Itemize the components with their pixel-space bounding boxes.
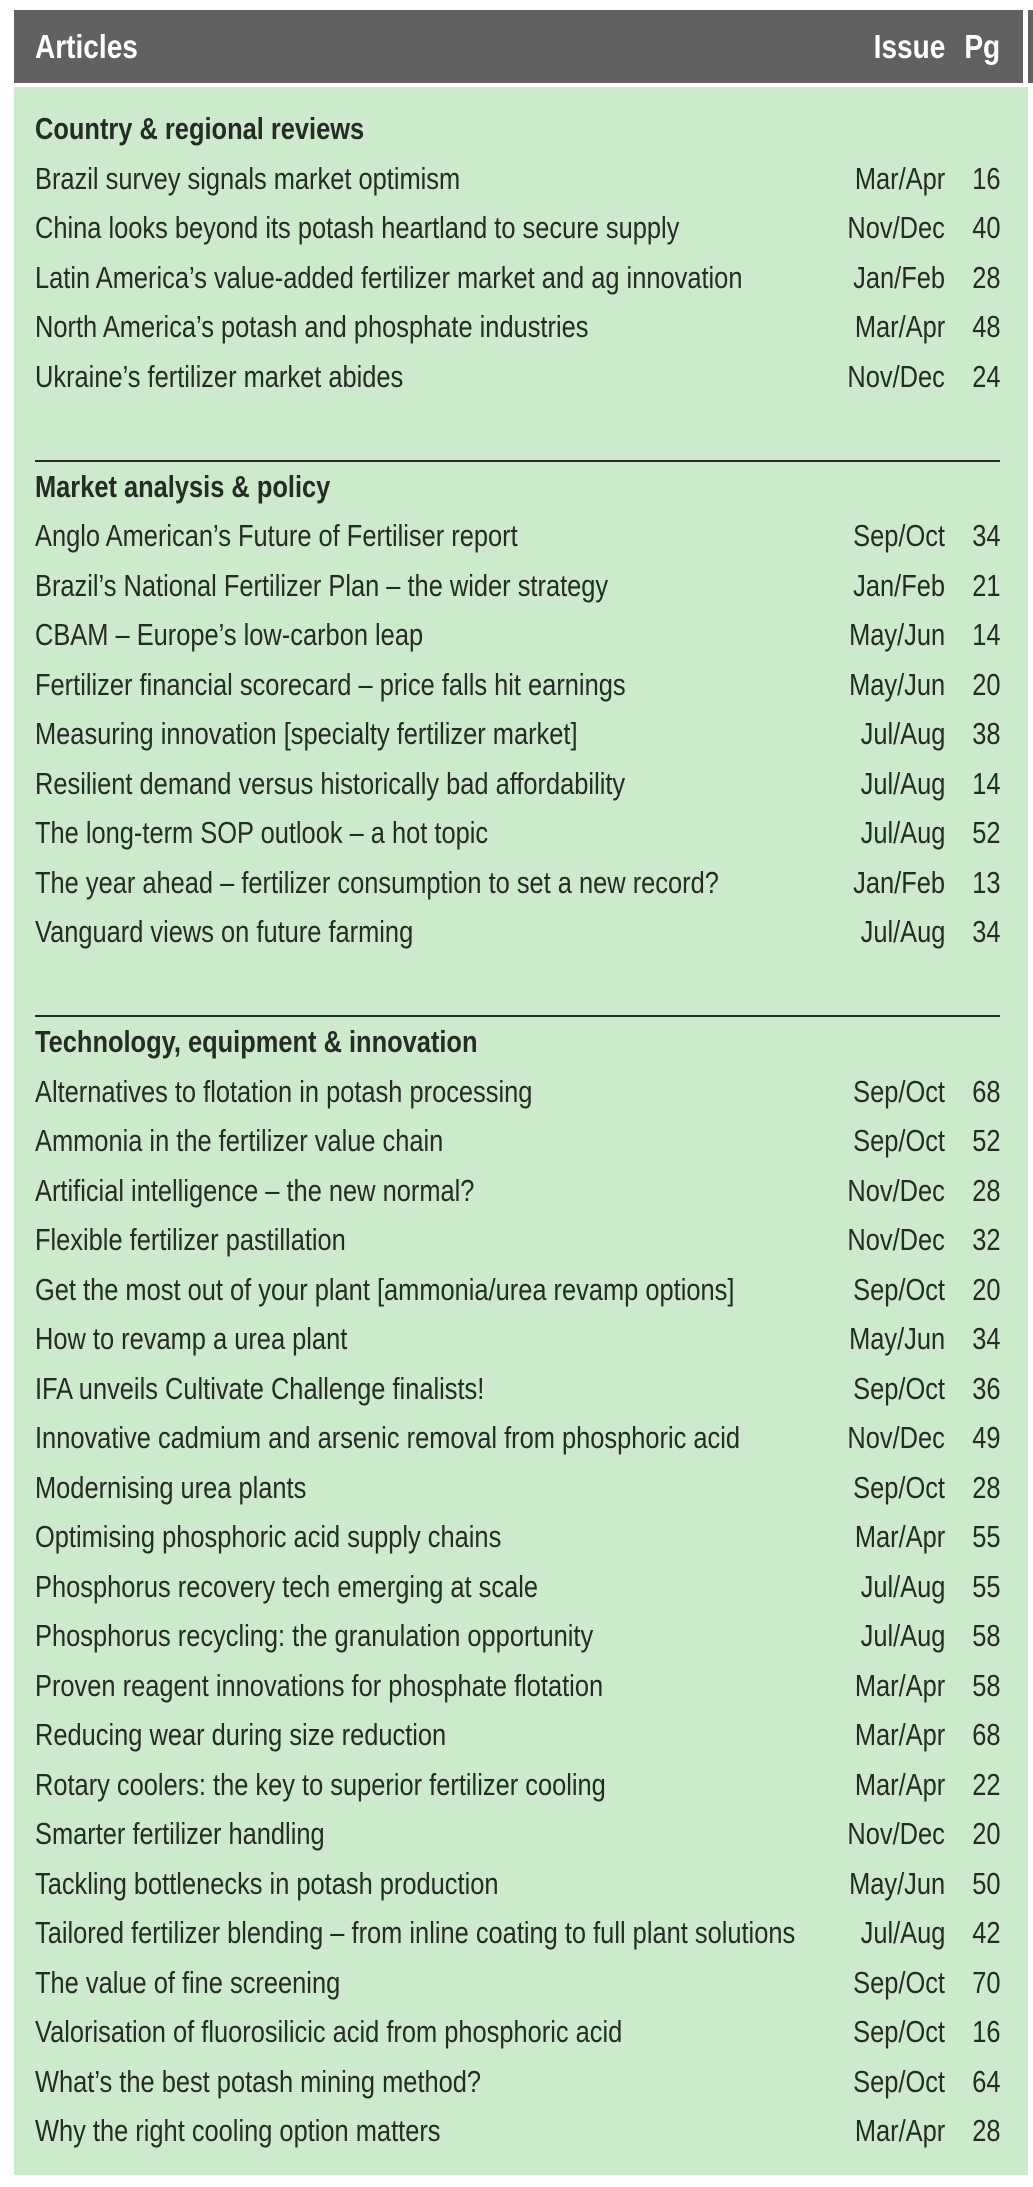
section-title: Country & regional reviews — [35, 111, 365, 146]
table-row — [35, 1216, 1000, 1266]
article-issue: Mar/Apr — [854, 1717, 945, 1753]
article-title-cell — [35, 1866, 815, 1902]
article-pg-cell — [945, 1321, 1000, 1357]
article-issue: May/Jun — [848, 617, 945, 653]
article-title-cell — [35, 1717, 815, 1753]
article-title-cell — [35, 865, 815, 901]
section-rows — [35, 1067, 1000, 2156]
article-title-cell — [35, 2064, 815, 2100]
article-issue-cell — [815, 1371, 945, 1407]
article-pg: 68 — [971, 1717, 1000, 1753]
article-issue: Sep/Oct — [853, 1271, 945, 1307]
article-title-cell — [35, 518, 815, 554]
article-pg: 48 — [971, 309, 1000, 345]
article-pg: 13 — [971, 864, 1000, 900]
article-pg-cell — [945, 260, 1000, 296]
article-issue-cell — [815, 1321, 945, 1357]
article-pg: 52 — [971, 815, 1000, 851]
article-pg-cell — [945, 1519, 1000, 1555]
article-pg-cell — [945, 617, 1000, 653]
article-title-cell — [35, 161, 815, 197]
article-title: The value of fine screening — [35, 1964, 341, 2000]
article-issue-cell — [815, 359, 945, 395]
article-pg-cell — [945, 1371, 1000, 1407]
article-title-cell — [35, 309, 815, 345]
article-issue: Nov/Dec — [847, 210, 945, 246]
article-pg: 28 — [971, 1172, 1000, 1208]
article-title: Anglo American’s Future of Fertiliser report — [35, 518, 518, 554]
table-row — [35, 1909, 1000, 1959]
article-pg: 20 — [971, 1816, 1000, 1852]
article-pg-cell — [945, 161, 1000, 197]
article-title: Reducing wear during size reduction — [35, 1717, 447, 1753]
article-title: Valorisation of fluorosilicic acid from phosphoric acid — [35, 2014, 623, 2050]
article-pg-cell — [945, 1668, 1000, 1704]
article-issue-cell — [815, 617, 945, 653]
article-issue-cell — [815, 1420, 945, 1456]
article-title-cell — [35, 2014, 815, 2050]
article-pg: 58 — [971, 1618, 1000, 1654]
article-issue-cell — [815, 865, 945, 901]
article-pg: 28 — [971, 1469, 1000, 1505]
article-pg-cell — [945, 1915, 1000, 1951]
article-title-cell — [35, 1420, 815, 1456]
table-row — [35, 1166, 1000, 1216]
article-title: Vanguard views on future farming — [35, 914, 414, 950]
article-title-cell — [35, 1767, 815, 1803]
article-title-cell — [35, 2113, 815, 2149]
article-pg: 58 — [971, 1667, 1000, 1703]
table-row — [35, 204, 1000, 254]
article-issue: Nov/Dec — [847, 358, 945, 394]
table-row — [35, 253, 1000, 303]
article-title-cell — [35, 1618, 815, 1654]
table-row — [35, 1364, 1000, 1414]
article-title-cell — [35, 766, 815, 802]
article-title-cell — [35, 1123, 815, 1159]
article-pg: 16 — [971, 160, 1000, 196]
section-title: Technology, equipment & innovation — [35, 1024, 478, 1059]
article-title-cell — [35, 568, 815, 604]
table-row — [35, 1117, 1000, 1167]
article-title-cell — [35, 1371, 815, 1407]
article-title-cell — [35, 1321, 815, 1357]
article-title: The year ahead – fertilizer consumption to set a new record? — [35, 864, 719, 900]
article-issue-cell — [815, 1866, 945, 1902]
article-pg-cell — [945, 1173, 1000, 1209]
article-issue: Mar/Apr — [854, 2113, 945, 2149]
article-pg-cell — [945, 309, 1000, 345]
article-section — [35, 460, 1000, 958]
column-header-issue — [815, 28, 945, 66]
article-pg: 20 — [971, 1271, 1000, 1307]
article-issue: Sep/Oct — [853, 1370, 945, 1406]
table-row — [35, 154, 1000, 204]
article-title: IFA unveils Cultivate Challenge finalists! — [35, 1370, 485, 1406]
issue-header-label: Issue — [873, 27, 945, 65]
table-header-bar — [14, 10, 1023, 83]
article-title-cell — [35, 815, 815, 851]
article-pg: 34 — [971, 518, 1000, 554]
article-title: CBAM – Europe’s low-carbon leap — [35, 617, 424, 653]
article-issue-cell — [815, 1965, 945, 2001]
article-pg: 36 — [971, 1370, 1000, 1406]
article-issue: Mar/Apr — [854, 309, 945, 345]
table-row — [35, 809, 1000, 859]
article-issue-cell — [815, 1668, 945, 1704]
article-section — [35, 104, 1000, 402]
article-pg: 34 — [971, 1321, 1000, 1357]
article-title: Proven reagent innovations for phosphate flotation — [35, 1667, 604, 1703]
article-pg: 42 — [971, 1915, 1000, 1951]
article-title-cell — [35, 1470, 815, 1506]
article-title: Ukraine’s fertilizer market abides — [35, 358, 404, 394]
article-pg-cell — [945, 1569, 1000, 1605]
table-row — [35, 858, 1000, 908]
table-row — [35, 1661, 1000, 1711]
article-title: China looks beyond its potash heartland to secure supply — [35, 210, 680, 246]
article-pg-cell — [945, 1816, 1000, 1852]
article-title-cell — [35, 1915, 815, 1951]
article-title: What’s the best potash mining method? — [35, 2063, 482, 2099]
article-issue: Nov/Dec — [847, 1816, 945, 1852]
article-pg: 14 — [971, 765, 1000, 801]
article-issue: Jul/Aug — [860, 765, 945, 801]
article-issue-cell — [815, 1272, 945, 1308]
article-issue-cell — [815, 518, 945, 554]
article-pg-cell — [945, 667, 1000, 703]
article-pg: 49 — [971, 1420, 1000, 1456]
article-issue: May/Jun — [848, 1321, 945, 1357]
article-issue-cell — [815, 766, 945, 802]
article-title: Flexible fertilizer pastillation — [35, 1222, 346, 1258]
article-pg-cell — [945, 865, 1000, 901]
article-title: Why the right cooling option matters — [35, 2113, 441, 2149]
articles-table — [14, 87, 1028, 2175]
table-row — [35, 561, 1000, 611]
article-pg-cell — [945, 1470, 1000, 1506]
table-row — [35, 1265, 1000, 1315]
table-row — [35, 660, 1000, 710]
table-row — [35, 2107, 1000, 2157]
article-title-cell — [35, 1519, 815, 1555]
article-issue-cell — [815, 1767, 945, 1803]
article-pg-cell — [945, 1222, 1000, 1258]
pg-header-label: Pg — [964, 27, 1000, 65]
article-title: Fertilizer financial scorecard – price falls hit earnings — [35, 666, 626, 702]
article-issue: Mar/Apr — [854, 1766, 945, 1802]
table-row — [35, 1067, 1000, 1117]
article-issue: Jul/Aug — [860, 1618, 945, 1654]
article-issue: Mar/Apr — [854, 1667, 945, 1703]
table-row — [35, 759, 1000, 809]
table-row — [35, 512, 1000, 562]
article-title-cell — [35, 1816, 815, 1852]
article-title-cell — [35, 1173, 815, 1209]
table-row — [35, 1958, 1000, 2008]
article-issue: Jan/Feb — [853, 259, 945, 295]
table-row — [35, 1810, 1000, 1860]
article-title: Artificial intelligence – the new normal? — [35, 1172, 475, 1208]
article-issue-cell — [815, 568, 945, 604]
article-pg: 68 — [971, 1073, 1000, 1109]
article-title: Innovative cadmium and arsenic removal from phosphoric acid — [35, 1420, 741, 1456]
article-pg-cell — [945, 568, 1000, 604]
table-row — [35, 710, 1000, 760]
article-issue: Jul/Aug — [860, 914, 945, 950]
article-issue-cell — [815, 1123, 945, 1159]
article-pg: 55 — [971, 1519, 1000, 1555]
article-pg: 40 — [971, 210, 1000, 246]
article-pg-cell — [945, 716, 1000, 752]
article-pg: 14 — [971, 617, 1000, 653]
article-pg: 52 — [971, 1123, 1000, 1159]
article-pg-cell — [945, 1272, 1000, 1308]
section-rows — [35, 154, 1000, 402]
article-issue-cell — [815, 1569, 945, 1605]
table-row — [35, 352, 1000, 402]
column-header-pg — [945, 28, 1000, 66]
article-issue-cell — [815, 1618, 945, 1654]
section-title: Market analysis & policy — [35, 468, 331, 504]
table-row — [35, 2008, 1000, 2058]
article-title: Tailored fertilizer blending – from inline coating to full plant solutions — [35, 1915, 796, 1951]
article-title: Brazil’s National Fertilizer Plan – the wider strategy — [35, 567, 609, 603]
article-title: Alternatives to flotation in potash processing — [35, 1073, 533, 1109]
article-title-cell — [35, 667, 815, 703]
article-issue: Nov/Dec — [847, 1172, 945, 1208]
article-pg-cell — [945, 914, 1000, 950]
article-title: Resilient demand versus historically bad affordability — [35, 765, 626, 801]
article-issue-cell — [815, 2014, 945, 2050]
article-pg-cell — [945, 2014, 1000, 2050]
section-title-row — [35, 104, 1000, 154]
article-pg: 24 — [971, 358, 1000, 394]
article-pg-cell — [945, 1767, 1000, 1803]
article-pg: 22 — [971, 1766, 1000, 1802]
article-title-cell — [35, 260, 815, 296]
article-pg: 34 — [971, 914, 1000, 950]
table-row — [35, 1562, 1000, 1612]
table-row — [35, 1414, 1000, 1464]
article-pg: 20 — [971, 666, 1000, 702]
article-issue-cell — [815, 1470, 945, 1506]
article-title: The long-term SOP outlook – a hot topic — [35, 815, 489, 851]
article-title: North America’s potash and phosphate industries — [35, 309, 589, 345]
table-row — [35, 303, 1000, 353]
article-issue: Sep/Oct — [853, 1964, 945, 2000]
table-row — [35, 1612, 1000, 1662]
column-header-articles — [35, 28, 815, 66]
table-row — [35, 1711, 1000, 1761]
article-issue: May/Jun — [848, 666, 945, 702]
article-title-cell — [35, 1668, 815, 1704]
article-issue-cell — [815, 2113, 945, 2149]
article-issue: Sep/Oct — [853, 1073, 945, 1109]
article-issue-cell — [815, 2064, 945, 2100]
article-issue-cell — [815, 716, 945, 752]
article-issue-cell — [815, 260, 945, 296]
section-title-row — [35, 462, 1000, 512]
table-row — [35, 1315, 1000, 1365]
article-issue-cell — [815, 1717, 945, 1753]
table-row — [35, 908, 1000, 958]
article-section — [35, 1015, 1000, 2156]
article-issue: Jan/Feb — [853, 567, 945, 603]
article-issue: Sep/Oct — [853, 1123, 945, 1159]
article-pg: 21 — [971, 567, 1000, 603]
table-row — [35, 2057, 1000, 2107]
article-issue: Jul/Aug — [860, 815, 945, 851]
article-issue: Mar/Apr — [854, 1519, 945, 1555]
article-pg-cell — [945, 1866, 1000, 1902]
article-pg: 32 — [971, 1222, 1000, 1258]
article-title: Latin America’s value-added fertilizer market and ag innovation — [35, 259, 743, 295]
article-pg-cell — [945, 1123, 1000, 1159]
article-issue: Sep/Oct — [853, 2063, 945, 2099]
article-title: Measuring innovation [specialty fertilizer market] — [35, 716, 578, 752]
article-pg-cell — [945, 2113, 1000, 2149]
article-issue: Mar/Apr — [854, 160, 945, 196]
article-pg-cell — [945, 210, 1000, 246]
article-issue-cell — [815, 1816, 945, 1852]
section-rows — [35, 512, 1000, 958]
article-pg-cell — [945, 518, 1000, 554]
article-title-cell — [35, 1222, 815, 1258]
table-row — [35, 611, 1000, 661]
article-pg: 64 — [971, 2063, 1000, 2099]
article-title: Modernising urea plants — [35, 1469, 307, 1505]
article-issue-cell — [815, 815, 945, 851]
article-pg-cell — [945, 815, 1000, 851]
article-title-cell — [35, 1272, 815, 1308]
article-title: Optimising phosphoric acid supply chains — [35, 1519, 502, 1555]
article-issue: Sep/Oct — [853, 1469, 945, 1505]
article-title-cell — [35, 359, 815, 395]
article-pg-cell — [945, 1074, 1000, 1110]
article-title-cell — [35, 210, 815, 246]
article-issue: Jul/Aug — [860, 716, 945, 752]
article-issue-cell — [815, 914, 945, 950]
article-title: Get the most out of your plant [ammonia/urea revamp options] — [35, 1271, 735, 1307]
article-title: Smarter fertilizer handling — [35, 1816, 325, 1852]
article-pg: 55 — [971, 1568, 1000, 1604]
article-pg-cell — [945, 766, 1000, 802]
article-title-cell — [35, 716, 815, 752]
article-pg: 38 — [971, 716, 1000, 752]
article-pg: 28 — [971, 2113, 1000, 2149]
article-issue-cell — [815, 1519, 945, 1555]
articles-header-label: Articles — [35, 27, 138, 65]
table-row — [35, 1513, 1000, 1563]
article-issue: Sep/Oct — [853, 518, 945, 554]
article-pg-cell — [945, 1618, 1000, 1654]
article-title: Brazil survey signals market optimism — [35, 160, 461, 196]
article-issue-cell — [815, 309, 945, 345]
article-title: Rotary coolers: the key to superior fertilizer cooling — [35, 1766, 606, 1802]
article-pg-cell — [945, 1420, 1000, 1456]
article-pg-cell — [945, 2064, 1000, 2100]
article-issue-cell — [815, 161, 945, 197]
article-issue-cell — [815, 1222, 945, 1258]
article-issue-cell — [815, 1915, 945, 1951]
article-issue: Nov/Dec — [847, 1222, 945, 1258]
article-issue: Jul/Aug — [860, 1568, 945, 1604]
article-issue: Jul/Aug — [860, 1915, 945, 1951]
article-pg-cell — [945, 1965, 1000, 2001]
article-title-cell — [35, 1569, 815, 1605]
adjacent-header-fragment — [1028, 10, 1033, 83]
article-issue-cell — [815, 1074, 945, 1110]
table-row — [35, 1859, 1000, 1909]
article-issue: Nov/Dec — [847, 1420, 945, 1456]
article-issue: May/Jun — [848, 1865, 945, 1901]
article-title: Phosphorus recycling: the granulation opportunity — [35, 1618, 594, 1654]
article-title-cell — [35, 1074, 815, 1110]
article-pg: 50 — [971, 1865, 1000, 1901]
article-pg: 16 — [971, 2014, 1000, 2050]
article-issue-cell — [815, 667, 945, 703]
section-title-row — [35, 1017, 1000, 1067]
article-title-cell — [35, 1965, 815, 2001]
article-title-cell — [35, 914, 815, 950]
article-title: Ammonia in the fertilizer value chain — [35, 1123, 444, 1159]
table-row — [35, 1463, 1000, 1513]
article-issue-cell — [815, 210, 945, 246]
table-row — [35, 1760, 1000, 1810]
article-title: Phosphorus recovery tech emerging at scale — [35, 1568, 539, 1604]
article-issue: Jan/Feb — [853, 864, 945, 900]
article-issue-cell — [815, 1173, 945, 1209]
article-pg: 28 — [971, 259, 1000, 295]
article-pg-cell — [945, 359, 1000, 395]
article-title: Tackling bottlenecks in potash production — [35, 1865, 499, 1901]
article-issue: Sep/Oct — [853, 2014, 945, 2050]
article-title: How to revamp a urea plant — [35, 1321, 348, 1357]
article-pg: 70 — [971, 1964, 1000, 2000]
article-title-cell — [35, 617, 815, 653]
article-pg-cell — [945, 1717, 1000, 1753]
